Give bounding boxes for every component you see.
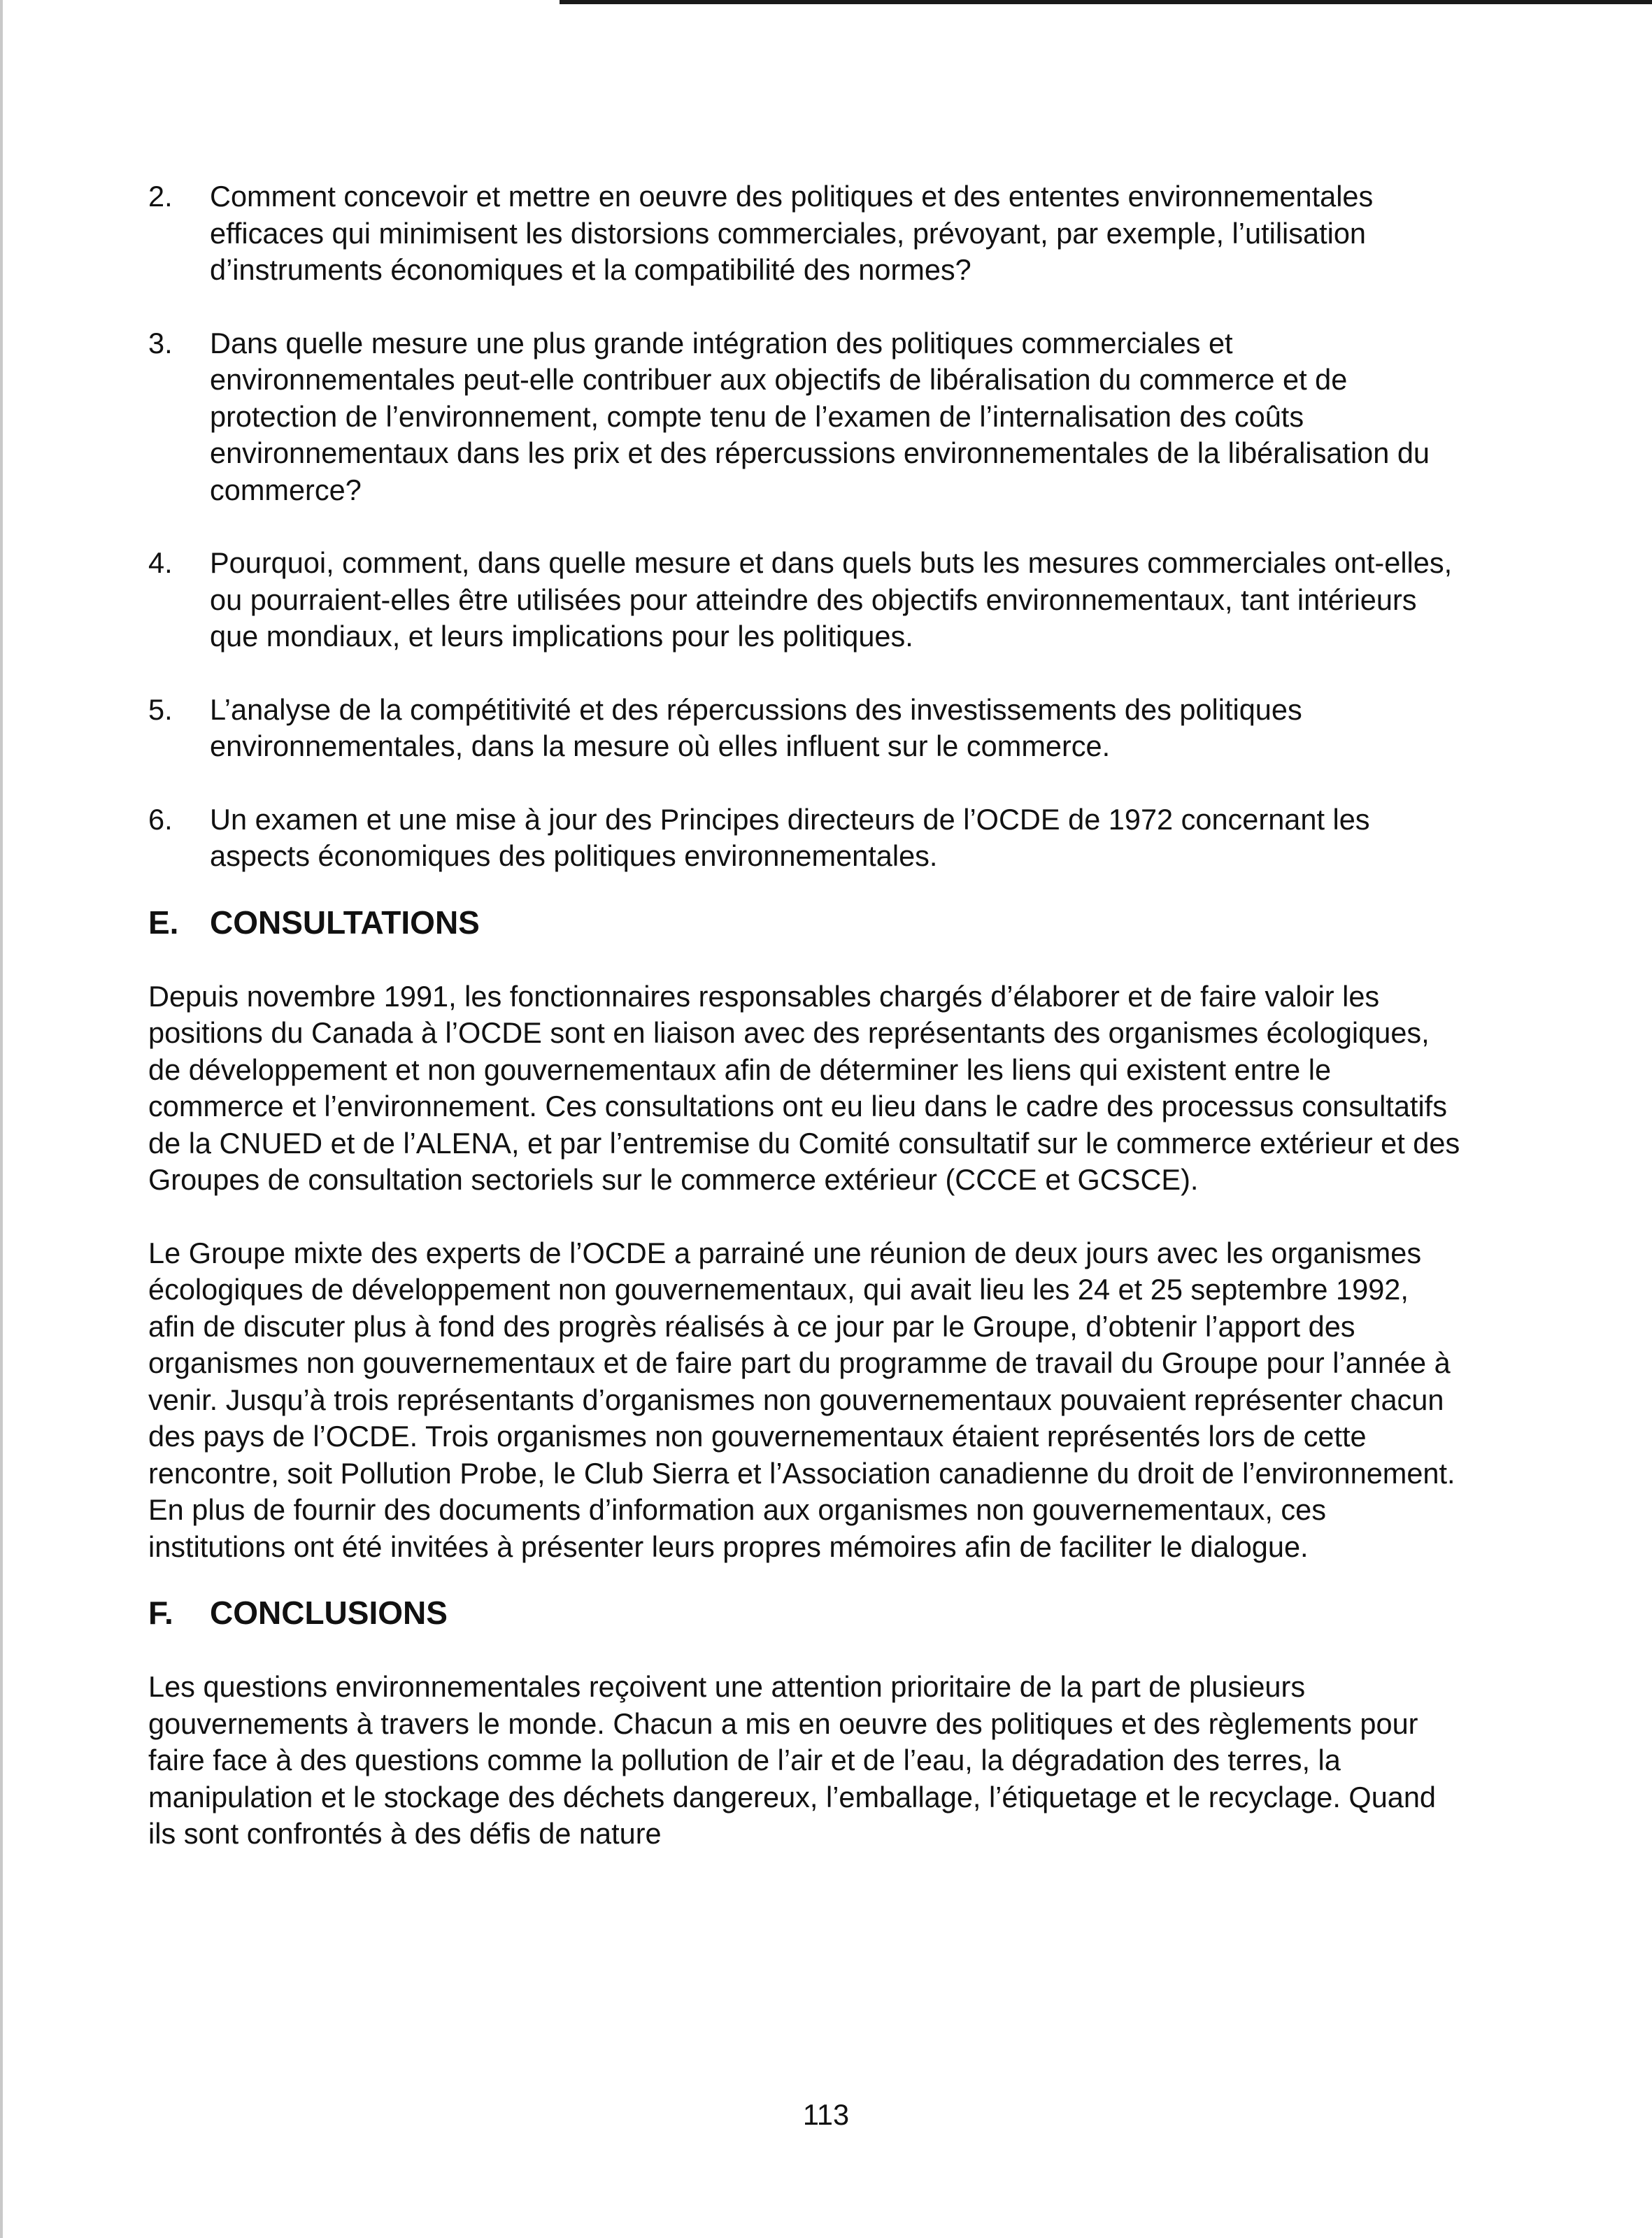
paragraph: Les questions environnementales reçoivent une attention prioritaire de la part de plusieurs gouvernements à travers le monde. Chacun a mis en oeuvre des politiques et des règlements pour faire face à des questions comme la pollution de l’air et de l’eau, la dégradation des terres, la manipulation et le stockage des déchets dangereux, l’emballage, l’étiquetage et le recyclage. Quand ils sont confrontés à des défis de nature [148, 1670, 1437, 1850]
section-title: CONSULTATIONS [210, 904, 480, 941]
scan-top-border [560, 0, 1652, 4]
section-letter: F. [148, 1595, 173, 1631]
numbered-item [148, 692, 1463, 765]
paragraph: Le Groupe mixte des experts de l’OCDE a parrainé une réunion de deux jours avec les organismes écologiques de développement non gouvernementaux, qui avait lieu les 24 et 25 septembre 1992, afin de discuter plus à fond des progrès réalisés à ce jour par le Groupe, d’obtenir l’apport des organismes non gouvernementaux et de faire part du programme de travail du Groupe pour l’année à venir. Jusqu’à trois représentants d’organismes non gouvernementaux pouvaient représenter chacun des pays de l’OCDE. Trois organismes non gouvernementaux étaient représentés lors de cette rencontre, soit Pollution Probe, le Club Sierra et l’Association canadienne du droit de l’environnement. En plus de fournir des documents d’information aux organismes non gouvernementaux, ces institutions ont été invitées à présenter leurs propres mémoires afin de faciliter le dialogue. [148, 1236, 1455, 1563]
item-text: Dans quelle mesure une plus grande intégration des politiques commerciales et environnementales peut-elle contribuer aux objectifs de libéralisation du commerce et de protection de l’environnement, compte tenu de l’examen de l’internalisation des coûts environnementaux dans les prix et des répercussions environnementales de la libéralisation du commerce? [210, 326, 1430, 506]
numbered-item [148, 801, 1463, 875]
scan-left-edge [0, 0, 3, 2238]
item-number: 5. [148, 692, 173, 726]
section-letter: E. [148, 904, 179, 941]
item-text: Pourquoi, comment, dans quelle mesure et dans quels buts les mesures commerciales ont-elles, ou pourraient-elles être utilisées pour atteindre des objectifs environnementaux, tant intérieurs que mondiaux, et leurs implications pour les politiques. [210, 546, 1453, 653]
document-page [148, 178, 1463, 1889]
item-number: 2. [148, 180, 173, 213]
section-heading-conclusions [148, 1593, 1463, 1632]
section-heading-consultations [148, 903, 1463, 942]
paragraph: Depuis novembre 1991, les fonctionnaires responsables chargés d’élaborer et de faire valoir les positions du Canada à l’OCDE sont en liaison avec des représentants des organismes écologiques, de développement et non gouvernementaux afin de déterminer les liens qui existent entre le commerce et l’environnement. Ces consultations ont eu lieu dans le cadre des processus consultatifs de la CNUED et de l’ALENA, et par l’entremise du Comité consultatif sur le commerce extérieur et des Groupes de consultation sectoriels sur le commerce extérieur (CCCE et GCSCE). [148, 979, 1460, 1196]
numbered-item [148, 178, 1463, 289]
item-text: Un examen et une mise à jour des Principes directeurs de l’OCDE de 1972 concernant les aspects économiques des politiques environnementales. [210, 802, 1370, 872]
item-number: 4. [148, 546, 173, 579]
item-number: 3. [148, 326, 173, 359]
numbered-item [148, 545, 1463, 655]
page-number: 113 [802, 2098, 850, 2131]
numbered-item [148, 325, 1463, 509]
item-text: L’analyse de la compétitivité et des répercussions des investissements des politiques environnementales, dans la mesure où elles influent sur le commerce. [210, 692, 1302, 762]
item-text: Comment concevoir et mettre en oeuvre des politiques et des ententes environnementales efficaces qui minimisent les distorsions commerciales, prévoyant, par exemple, l’utilisation d’instruments économiques et la compatibilité des normes? [210, 180, 1374, 286]
section-title: CONCLUSIONS [210, 1595, 448, 1631]
item-number: 6. [148, 802, 173, 836]
